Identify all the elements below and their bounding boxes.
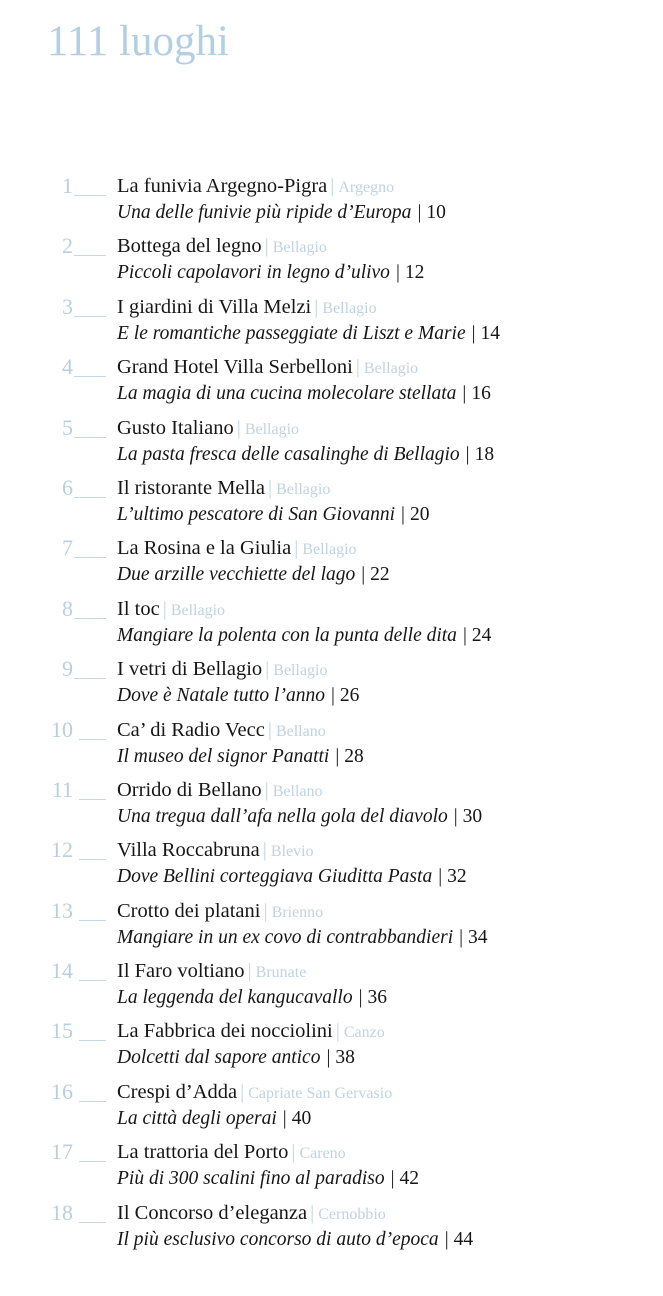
entry-separator: |	[247, 960, 252, 983]
entry-subtitle: La magia di una cucina molecolare stellata	[117, 383, 457, 405]
entry-title: I giardini di Villa Melzi	[117, 295, 312, 318]
entry-title: Bottega del legno	[117, 235, 262, 258]
entry-subtitle-line	[117, 259, 424, 287]
entry-title: Il ristorante Mella	[117, 476, 266, 499]
entry-page-number: 40	[291, 1107, 312, 1129]
entry-number: 15	[51, 1018, 73, 1044]
entry-page-number: 44	[453, 1228, 474, 1250]
entry-place: Capriate San Gervasio	[248, 1084, 393, 1102]
entry-leader-rule	[74, 497, 106, 498]
entry-subtitle: Una delle funivie più ripide d’Europa	[117, 202, 412, 223]
entry-number: 10	[51, 716, 73, 742]
toc-entry-7[interactable]	[0, 534, 663, 594]
entry-title: Il Faro voltiano	[117, 960, 245, 983]
entry-subtitle: La città degli operai	[117, 1107, 277, 1129]
entry-title-line	[117, 1199, 386, 1229]
entry-title-line	[117, 957, 306, 987]
entry-title: Crotto dei platani	[117, 899, 261, 922]
entry-leader-rule	[74, 678, 106, 679]
entry-subtitle-line	[117, 1165, 419, 1193]
entry-separator: |	[335, 1020, 340, 1043]
entry-separator: |	[264, 235, 269, 258]
entry-page-number: 20	[409, 503, 430, 525]
entry-subtitle: Mangiare in un ex covo di contrabbandieri	[117, 926, 454, 948]
entry-title-line	[117, 836, 314, 866]
entry-place: Bellano	[275, 722, 326, 740]
entry-title: Il toc	[117, 597, 160, 620]
entry-leader-rule	[79, 1040, 106, 1041]
entry-subtitle-line	[117, 984, 387, 1012]
toc-entry-18[interactable]	[0, 1199, 663, 1259]
entry-separator: |	[401, 503, 405, 525]
entry-subtitle: Il più esclusivo concorso di auto d’epoca	[117, 1228, 439, 1250]
toc-entry-5[interactable]	[0, 414, 663, 474]
toc-entry-2[interactable]	[0, 232, 663, 292]
entry-title-line	[117, 1017, 385, 1047]
entry-number: 9	[62, 656, 73, 682]
toc-entry-13[interactable]	[0, 897, 663, 957]
entry-leader-rule	[79, 920, 106, 921]
entry-subtitle: Dove Bellini corteggiava Giuditta Pasta	[117, 866, 433, 888]
entry-page-number: 30	[462, 805, 483, 827]
table-of-contents	[0, 172, 663, 1259]
entry-leader-rule	[74, 557, 106, 558]
entry-title: Gusto Italiano	[117, 416, 234, 439]
entry-title: La Fabbrica dei nocciolini	[117, 1020, 333, 1043]
entry-separator: |	[264, 778, 269, 801]
entry-subtitle-line	[117, 743, 364, 771]
entry-place: Bellagio	[273, 662, 328, 680]
entry-page-number: 24	[471, 624, 492, 646]
page-title: 111 luoghi	[47, 18, 229, 65]
entry-title-line	[117, 716, 326, 746]
entry-subtitle: Mangiare la polenta con la punta delle dita	[117, 624, 457, 646]
entry-separator: |	[462, 383, 467, 405]
entry-separator: |	[395, 262, 400, 284]
entry-number: 17	[51, 1139, 73, 1165]
entry-place: Bellagio	[302, 541, 357, 559]
entry-separator: |	[355, 356, 360, 379]
entry-place: Bellagio	[244, 420, 300, 438]
entry-number: 3	[62, 293, 73, 319]
entry-place: Bellagio	[322, 299, 377, 317]
entry-separator: |	[267, 718, 272, 741]
toc-entry-3[interactable]	[0, 293, 663, 353]
entry-title-line	[117, 172, 394, 202]
entry-subtitle-line	[117, 1105, 311, 1133]
entry-page-number: 34	[468, 926, 488, 948]
entry-place: Brunate	[255, 964, 307, 982]
entry-subtitle-line	[117, 501, 429, 529]
entry-leader-rule	[79, 739, 106, 740]
entry-title-line	[117, 1138, 346, 1168]
entry-subtitle-line	[117, 682, 359, 710]
entry-leader-rule	[74, 195, 106, 196]
entry-place: Cernobbio	[318, 1205, 386, 1223]
entry-subtitle-line	[117, 803, 482, 831]
entry-page-number: 14	[480, 322, 501, 344]
entry-title-line	[117, 353, 418, 383]
entry-title: Villa Roccabruna	[117, 839, 260, 862]
entry-leader-rule	[74, 618, 106, 619]
toc-entry-11[interactable]	[0, 776, 663, 836]
toc-entry-17[interactable]	[0, 1138, 663, 1198]
entry-place: Bellano	[272, 782, 323, 800]
entry-subtitle: E le romantiche passeggiate di Liszt e Marie	[117, 322, 466, 344]
entry-separator: |	[326, 1047, 331, 1069]
entry-separator: |	[265, 658, 270, 681]
entry-page-number: 38	[335, 1047, 355, 1069]
entry-title: La Rosina e la Giulia	[117, 537, 292, 560]
entry-page-number: 32	[447, 866, 467, 888]
toc-entry-9[interactable]	[0, 655, 663, 715]
entry-title: Il Concorso d’eleganza	[117, 1201, 308, 1224]
entry-subtitle-line	[117, 441, 494, 469]
entry-subtitle-line	[117, 924, 488, 952]
entry-place: Careno	[299, 1145, 346, 1163]
entry-page-number: 22	[370, 564, 390, 586]
entry-separator: |	[330, 685, 335, 707]
entry-separator: |	[459, 926, 464, 948]
entry-subtitle: La leggenda del kangucavallo	[117, 987, 353, 1009]
entry-page-number: 36	[367, 987, 387, 1009]
entry-page-number: 10	[426, 202, 446, 223]
entry-page-number: 42	[399, 1168, 419, 1190]
entry-number: 2	[62, 233, 73, 259]
entry-separator: |	[462, 624, 467, 646]
toc-entry-12[interactable]	[0, 836, 663, 896]
toc-entry-15[interactable]	[0, 1017, 663, 1077]
entry-number: 8	[62, 595, 73, 621]
entry-number: 11	[51, 776, 73, 802]
entry-number: 4	[62, 354, 73, 380]
entry-title-line	[117, 595, 225, 625]
entry-separator: |	[291, 1141, 296, 1164]
entry-subtitle: Una tregua dall’afa nella gola del diavolo	[117, 805, 448, 827]
entry-separator: |	[263, 899, 268, 922]
entry-subtitle: Dove è Natale tutto l’anno	[117, 685, 325, 707]
entry-title: Crespi d’Adda	[117, 1080, 238, 1103]
entry-number: 13	[51, 897, 73, 923]
entry-number: 12	[51, 837, 73, 863]
entry-separator: |	[438, 866, 443, 888]
entry-place: Bellagio	[170, 601, 226, 619]
entry-leader-rule	[79, 1222, 106, 1223]
entry-subtitle: Più di 300 scalini fino al paradiso	[117, 1168, 385, 1190]
entry-subtitle-line	[117, 320, 500, 348]
entry-leader-rule	[79, 799, 106, 800]
entry-page-number: 28	[344, 745, 364, 767]
entry-subtitle: La pasta fresca delle casalinghe di Bellagio	[117, 443, 460, 465]
entry-place: Canzo	[343, 1024, 385, 1042]
entry-subtitle: L’ultimo pescatore di San Giovanni	[117, 503, 396, 525]
entry-separator: |	[465, 443, 470, 465]
entry-subtitle-line	[117, 1226, 473, 1254]
entry-subtitle: Dolcetti dal sapore antico	[117, 1047, 321, 1069]
entry-place: Bellagio	[276, 480, 331, 498]
entry-separator: |	[390, 1168, 395, 1190]
entry-title: Orrido di Bellano	[117, 778, 262, 801]
entry-page-number: 12	[404, 262, 425, 284]
entry-separator: |	[262, 839, 267, 862]
entry-leader-rule	[79, 980, 106, 981]
entry-leader-rule	[74, 255, 106, 256]
entry-title: Ca’ di Radio Vecc	[117, 718, 265, 741]
entry-title-line	[117, 1078, 392, 1108]
entry-page-number: 18	[474, 443, 495, 465]
entry-separator: |	[282, 1107, 287, 1129]
entry-page-number: 16	[471, 383, 491, 405]
entry-title-line	[117, 474, 330, 504]
entry-number: 1	[62, 173, 73, 198]
entry-title-line	[117, 534, 357, 564]
entry-subtitle-line	[117, 199, 446, 227]
toc-entry-14[interactable]	[0, 957, 663, 1017]
entry-place: Bellagio	[363, 360, 419, 378]
toc-entry-10[interactable]	[0, 716, 663, 776]
entry-separator: |	[471, 322, 476, 344]
entry-number: 16	[51, 1078, 73, 1104]
toc-entry-6[interactable]	[0, 474, 663, 534]
entry-leader-rule	[74, 376, 106, 377]
entry-number: 18	[51, 1199, 73, 1225]
entry-subtitle-line	[117, 1044, 355, 1072]
entry-place: Argegno	[338, 179, 395, 196]
entry-separator: |	[294, 537, 299, 560]
entry-title: I vetri di Bellagio	[117, 658, 263, 681]
entry-separator: |	[453, 805, 458, 827]
entry-title-line	[117, 655, 328, 685]
toc-entry-4[interactable]	[0, 353, 663, 413]
entry-title-line	[117, 897, 323, 927]
entry-leader-rule	[74, 437, 106, 438]
entry-subtitle-line	[117, 380, 491, 408]
entry-separator: |	[417, 202, 422, 223]
entry-page-number: 26	[339, 685, 360, 707]
entry-separator: |	[310, 1201, 315, 1224]
entry-number: 5	[62, 414, 73, 440]
entry-leader-rule	[79, 859, 106, 860]
toc-entry-1[interactable]	[0, 172, 663, 232]
entry-leader-rule	[79, 1161, 106, 1162]
entry-leader-rule	[79, 1101, 106, 1102]
entry-title: La trattoria del Porto	[117, 1141, 289, 1164]
entry-separator: |	[314, 295, 319, 318]
entry-separator: |	[444, 1228, 449, 1250]
entry-separator: |	[330, 175, 335, 197]
entry-subtitle: Due arzille vecchiette del lago	[117, 564, 356, 586]
entry-place: Brienno	[271, 903, 324, 921]
entry-number: 7	[62, 535, 73, 561]
entry-subtitle-line	[117, 863, 467, 891]
entry-subtitle: Il museo del signor Panatti	[117, 745, 330, 767]
entry-place: Bellagio	[272, 239, 327, 257]
entry-subtitle-line	[117, 561, 390, 589]
entry-separator: |	[236, 416, 241, 439]
toc-entry-8[interactable]	[0, 595, 663, 655]
entry-title-line	[117, 414, 299, 444]
entry-separator: |	[240, 1080, 245, 1103]
entry-title-line	[117, 293, 377, 323]
entry-leader-rule	[74, 316, 106, 317]
entry-title-line	[117, 776, 323, 806]
toc-entry-16[interactable]	[0, 1078, 663, 1138]
entry-separator: |	[335, 745, 340, 767]
entry-subtitle: Piccoli capolavori in legno d’ulivo	[117, 262, 390, 284]
entry-subtitle-line	[117, 622, 491, 650]
entry-separator: |	[358, 987, 363, 1009]
entry-title: La funivia Argegno-Pigra	[117, 175, 328, 197]
entry-number: 6	[62, 474, 73, 500]
entry-place: Blevio	[270, 843, 314, 861]
entry-title-line	[117, 232, 327, 262]
entry-separator: |	[361, 564, 366, 586]
entry-number: 14	[51, 958, 73, 984]
entry-separator: |	[162, 597, 167, 620]
entry-separator: |	[268, 476, 273, 499]
entry-title: Grand Hotel Villa Serbelloni	[117, 356, 353, 379]
